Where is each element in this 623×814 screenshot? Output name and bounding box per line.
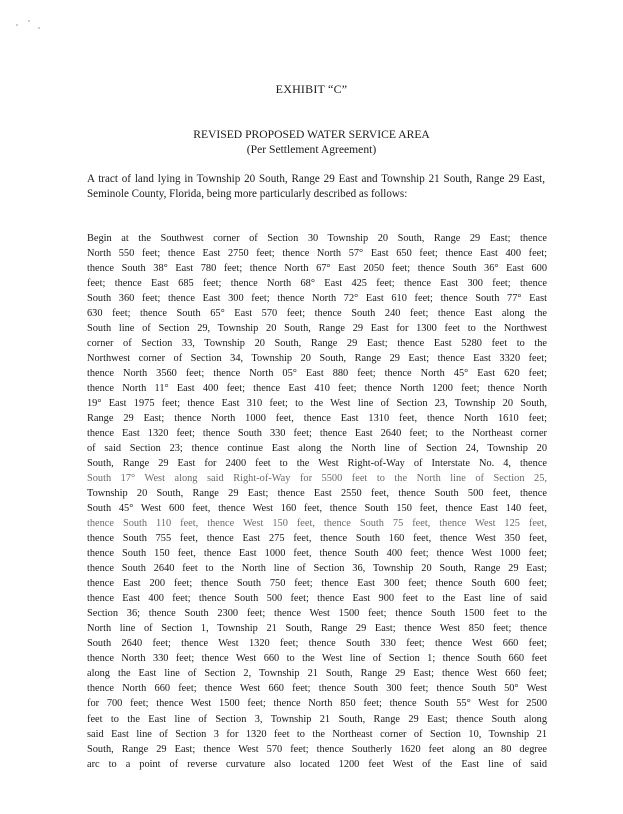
description-line: South 17° West along said Right-of-Way for 5500 feet to the North line of Section 25,: [87, 473, 547, 485]
heading-subtitle: (Per Settlement Agreement): [246, 143, 377, 156]
description-line: thence South 755 feet, thence East 275 feet, thence South 160 feet, thence West 350 feet,: [87, 533, 547, 545]
description-line: 630 feet; thence South 65° East 570 feet; thence South 240 feet; thence East along the: [87, 308, 547, 320]
exhibit-title: EXHIBIT “C”: [275, 82, 348, 96]
description-line: North line of Section 1, Township 21 South, Range 29 East; thence West 850 feet; thence: [87, 623, 547, 635]
description-line: corner of Section 33, Township 20 South, Range 29 East; thence East 5280 feet to the: [87, 338, 547, 350]
description-line: thence South 150 feet, thence East 1000 feet, thence South 400 feet; thence West 1000 feet;: [87, 548, 547, 560]
document-heading: [0, 127, 623, 157]
description-line: North 550 feet; thence East 2750 feet; thence North 57° East 650 feet; thence East 400 feet;: [87, 248, 547, 260]
description-line: thence North 3560 feet; thence North 05° East 880 feet; thence North 45° East 620 feet;: [87, 368, 547, 380]
description-line: thence East 400 feet; thence South 500 feet; thence East 900 feet to the East line of said: [87, 593, 547, 605]
description-line: along the East line of Section 2, Township 21 South, Range 29 East; thence West 660 feet;: [87, 668, 547, 680]
description-line: thence North 660 feet; thence West 660 feet; thence South 300 feet; thence South 50° West: [87, 683, 547, 695]
description-line: thence South 2640 feet to the North line of Section 36, Township 20 South, Range 29 East;: [87, 563, 547, 575]
description-line: South 360 feet; thence East 300 feet; thence North 72° East 610 feet; thence South 77° East: [87, 293, 547, 305]
description-line: Northwest corner of Section 34, Township 20 South, Range 29 East; thence East 3320 feet;: [87, 353, 547, 365]
description-line: said East line of Section 3 for 1320 feet to the Northeast corner of Section 10, Township 21: [87, 728, 547, 740]
legal-description: [87, 231, 547, 772]
description-line: thence East 1320 feet; thence South 330 feet; thence East 2640 feet; to the Northeast corner: [87, 428, 547, 440]
description-line: Begin at the Southwest corner of Section 30 Township 20 South, Range 29 East; thence: [87, 233, 547, 244]
description-line: South line of Section 29, Township 20 South, Range 29 East for 1300 feet to the Northwest: [87, 323, 547, 335]
description-line: thence North 11° East 400 feet; thence East 410 feet; thence North 1200 feet; thence North: [87, 383, 547, 395]
description-line: feet to the East line of Section 3, Township 21 South, Range 29 East; thence South along: [87, 713, 547, 725]
description-line: South 45° West 600 feet, thence West 160 feet, thence South 150 feet, thence East 140 feet,: [87, 503, 547, 515]
description-line: for 700 feet; thence West 1500 feet; thence North 850 feet; thence South 55° West for 2500: [87, 698, 547, 710]
description-line: thence South 38° East 780 feet; thence North 67° East 2050 feet; thence South 36° East 600: [87, 263, 547, 275]
description-line: thence South 110 feet, thence West 150 feet, thence South 75 feet, thence West 125 feet,: [87, 518, 547, 530]
intro-paragraph: A tract of land lying in Township 20 South, Range 29 East and Township 21 South, Range 29 East, Seminole County, Florida, being more particularly described as follows:: [87, 173, 545, 201]
description-line: of said Section 23; thence continue East along the North line of Section 24, Township 20: [87, 443, 547, 455]
description-line: arc to a point of reverse curvature also located 1200 feet West of the East line of said: [87, 758, 547, 770]
heading-title: REVISED PROPOSED WATER SERVICE AREA: [193, 128, 430, 141]
scan-specks: [14, 18, 54, 38]
description-line: thence North 330 feet; thence West 660 to the West line of Section 1; thence South 660 feet: [87, 653, 547, 665]
description-line: feet; thence East 685 feet; thence North 68° East 425 feet; thence East 300 feet; thence: [87, 278, 547, 290]
description-line: Township 20 South, Range 29 East; thence East 2550 feet, thence South 500 feet, thence: [87, 488, 547, 500]
description-line: thence East 200 feet; thence South 750 feet; thence East 300 feet; thence South 600 feet;: [87, 578, 547, 590]
description-line: Range 29 East; thence North 1000 feet, thence East 1310 feet, thence North 1610 feet;: [87, 413, 547, 425]
description-line: 19° East 1975 feet; thence East 310 feet; to the West line of Section 23, Township 20 South,: [87, 398, 547, 410]
description-line: South 2640 feet; thence West 1320 feet; thence South 330 feet; thence West 660 feet;: [87, 638, 547, 650]
description-line: South, Range 29 East; thence West 570 feet; thence Southerly 1620 feet along an 80 degree: [87, 743, 547, 755]
description-line: South, Range 29 East for 2400 feet to the West Right-of-Way of Interstate No. 4, thence: [87, 458, 547, 470]
description-line: Section 36; thence South 2300 feet; thence West 1500 feet; thence South 1500 feet to the: [87, 608, 547, 620]
